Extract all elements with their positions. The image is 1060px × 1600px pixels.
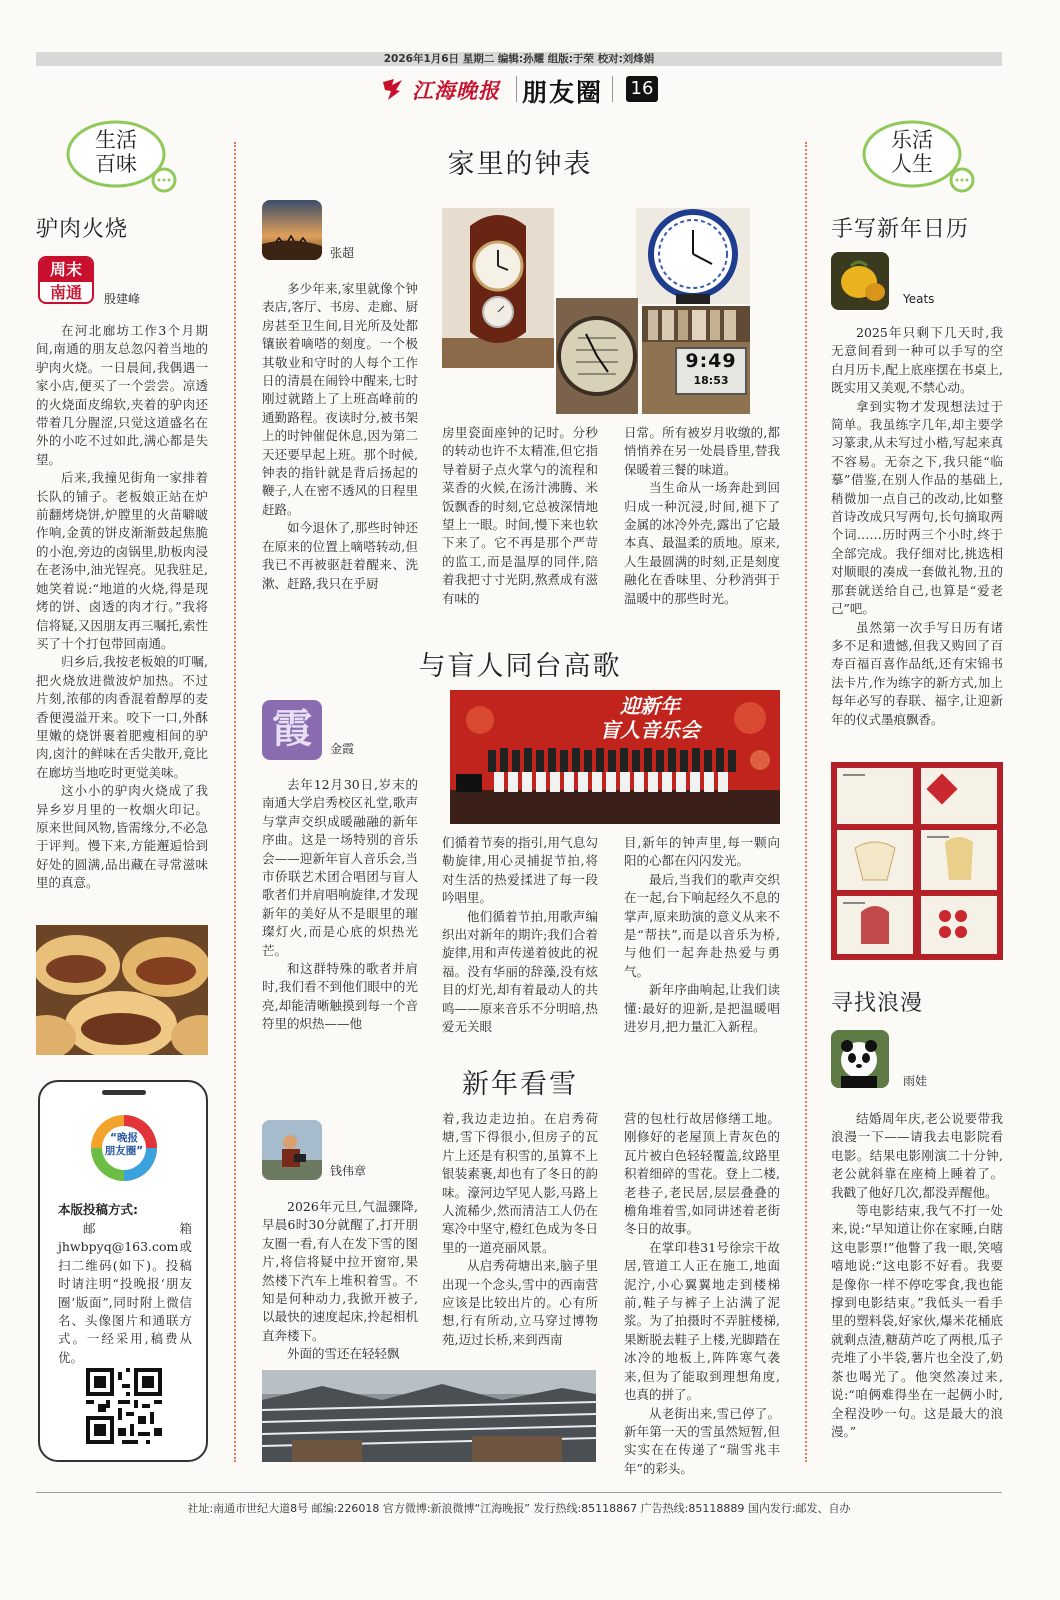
article-body-clock-col3: [624, 424, 780, 608]
paragraph: 日常。所有被岁月收缴的,都悄悄养在另一处晨昏里,替我保暖着三餐的味道。: [624, 425, 780, 477]
article-body-romance: [831, 1110, 1003, 1441]
author-romance: 雨娃: [903, 1074, 928, 1088]
banner-line-2: 盲人音乐会: [600, 718, 700, 742]
paragraph: 在掌印巷31号徐宗干故居,管道工人正在施工,地面泥泞,小心翼翼地走到楼梯前,鞋子与裤子上沾满了泥浆。为了拍摄时不弄脏楼梯,果断脱去鞋子上楼,光脚踏在冰冷的地板上,阵阵寒气袭来,但为了能取到理想角度,也真的拼了。: [624, 1239, 780, 1403]
article-body-music-col3: [624, 834, 780, 1036]
badge-left-line2: 百味: [95, 152, 137, 176]
masthead-divider-2: [612, 76, 613, 102]
phone-speaker: [102, 1090, 146, 1095]
paragraph: 后来,我撞见街角一家排着长队的铺子。老板娘正站在炉前翻烤烧饼,炉膛里的火苗噼啵作响,金黄的饼皮渐渐鼓起焦脆的小泡,旁边的卤锅里,肋板肉浸在老汤中,油光锃亮。见我驻足,她笑着说:“地道的火烧,得是现烤的饼、卤透的肉才行。”我将信将疑,又因朋友再三嘱托,索性买了十个打包带回南通。: [36, 470, 208, 651]
column-divider-right: [805, 142, 807, 1462]
footer-rule: [36, 1492, 1002, 1493]
article-title-clock: 家里的钟表: [447, 149, 593, 180]
banner-line-1: 迎新年: [620, 694, 680, 718]
paragraph: 去年12月30日,岁末的南通大学启秀校区礼堂,歌声与掌声交织成暖融融的新年序曲。这是一场特别的音乐会——迎新年盲人音乐会,当市侨联艺术团合唱团与盲人歌者们并肩唱响旋律,才发现新年的美好从不是眼里的璀璨灯火,而是心底的炽热光芒。: [262, 777, 418, 958]
contribution-heading: 本版投稿方式:: [58, 1202, 138, 1217]
paragraph: 归乡后,我按老板娘的叮嘱,把火烧放进微波炉加热。不过片刻,浓郁的肉香混着醇厚的麦香便漫溢开来。咬下一口,外酥里嫩的烧饼裹着肥瘦相间的驴肉,卤汁的鲜味在舌尖散开,竟比在廊坊当地吃时更觉美味。: [36, 654, 208, 780]
paragraph: 新年序曲响起,让我们读懂:最好的迎新,是把温暖唱进岁月,把力量汇入新程。: [624, 982, 780, 1035]
article-body-clock-col2: [442, 424, 598, 608]
qr-code-icon[interactable]: [86, 1368, 162, 1444]
donkey-burger-photo: [36, 925, 208, 1055]
paragraph: 多少年来,家里就像个钟表店,客厅、书房、走廊、厨房甚至卫生间,目光所及处都镶嵌着嘀嗒的刻度。一个极其敬业和守时的人每个工作日的清晨在闹铃中醒来,七时刚过就踏上了上班高峰前的通勤路程。夜读时分,被书架上的时钟催促休息,因为第二天还要早起上班。那个时候,钟表的指针就是背后扬起的鞭子,人在密不透风的日程里赶路。: [262, 281, 418, 517]
badge-life-flavor: [64, 118, 180, 194]
author-snow: 钱伟章: [330, 1164, 367, 1178]
masthead: [380, 72, 680, 106]
paragraph: 2025年只剩下几天时,我无意间看到一种可以手写的空白月历卡,配上底座摆在书桌上,既实用又美观,不禁心动。: [831, 325, 1003, 396]
photo-calligraphy-clock: [556, 298, 638, 414]
badge-happy-life: [860, 118, 980, 194]
section-name: 朋友圈: [522, 78, 604, 107]
paragraph: 拿到实物才发现想法过于简单。我虽练字几年,却主要学习篆隶,从未写过小楷,写起来真不容易。无奈之下,我只能“临摹”借鉴,在别人作品的基础上,稍微加一点自己的改动,比如整首诗改成只写两句,长句摘取两个词……历时两三个小时,终于全部完成。我仔细对比,挑选相对顺眼的凑成一套做礼物,丑的那套就送给自己,也算是“爱老己”吧。: [831, 398, 1003, 617]
paragraph: 他们循着节拍,用歌声编织出对新年的期许;我们合着旋律,用和声传递着彼此的祝福。没有华丽的辞藻,没有炫目的灯光,却有着最动人的共鸣——原来音乐不分明暗,热爱无关眼: [442, 908, 598, 1035]
avatar-jinxia: 霞: [262, 700, 322, 760]
newspaper-logo-icon: [380, 76, 410, 102]
article-title-calendar: 手写新年日历: [831, 217, 970, 242]
tag-line1: 周末: [40, 258, 92, 282]
avatar-yuwa: [831, 1030, 889, 1088]
article-title-music: 与盲人同台高歌: [418, 651, 622, 682]
article-body-snow-col1: [262, 1198, 418, 1364]
author-lurou: 殷建峰: [104, 292, 141, 306]
logo-text-1: “晚报: [110, 1132, 138, 1144]
tag-line2: 南通: [49, 283, 82, 302]
paragraph: 结婚周年庆,老公说要带我浪漫一下——请我去电影院看电影。结果电影刚演二十分钟,老公就斜靠在座椅上睡着了。我戳了他好几次,都没弄醒他。: [831, 1111, 1003, 1200]
article-body-clock-col1: [262, 280, 418, 593]
author-clock: 张超: [330, 246, 355, 260]
paragraph: 在河北廊坊工作3个月期间,南通的朋友总忽闪着当地的驴肉火烧。一日晨间,我偶遇一家小店,便买了一个尝尝。凉透的火烧面皮绵软,夹着的驴肉还带着几分腥涩,只觉这道盛名在外的小吃不过如此,满心都是失望。: [36, 323, 208, 467]
article-body-snow-col3: [624, 1110, 780, 1478]
paragraph: 营的包杜行故居修缮工地。刚修好的老屋顶上青灰色的瓦片被白色轻轻覆盖,纹路里积着细碎的雪花。登上二楼,老巷子,老民居,层层叠叠的檐角堆着雪,如同讲述着老街冬日的故事。: [624, 1111, 780, 1237]
header-date-line: 2026年1月6日 星期二 编辑:孙耀 组版:于荣 校对:刘烽娟: [383, 53, 655, 65]
weekend-nantong-tag: [38, 256, 94, 304]
paragraph: 外面的雪还在轻轻飘: [287, 1346, 400, 1362]
contribution-text: 邮箱 jhwbpyq@163.com或扫二维码(如下)。投稿时请注明“投晚报‘朋友圈’版面”,同时附上微信名、头像图片和通联方式。一经采用,稿费从优。: [58, 1221, 192, 1365]
paragraph: 最后,当我们的歌声交织在一起,台下响起经久不息的掌声,原来助演的意义从来不是“帮扶”,而是以音乐为桥,与他们一起奔赴热爱与勇气。: [624, 871, 780, 979]
page-number: 16: [626, 76, 658, 102]
article-body-lurou: [36, 322, 208, 893]
paragraph: 等电影结束,我气不打一处来,说:“早知道让你在家睡,白瞎这电影票!”他瞥了我一眼,笑嘻嘻地说:“这电影不好看。我要是像你一样不停吃零食,我也能撑到电影结束。”我低头一看手里的塑料袋,好家伙,爆米花桶底就剩点渣,糖葫芦吃了两根,瓜子壳堆了小半袋,薯片也全没了,奶茶也喝光了。他突然凑过来,说:“咱俩难得坐在一起俩小时,全程没吵一句。这是最大的浪漫。”: [831, 1203, 1003, 1439]
logo-text-2: 朋友圈”: [104, 1145, 144, 1157]
article-title-lurou: 驴肉火烧: [36, 217, 129, 242]
photo-handwritten-calendars: [831, 762, 1003, 960]
digital-clock-second-line: 18:53: [693, 374, 729, 387]
paragraph: 从启秀荷塘出来,脑子里出现一个念头,雪中的西南营应该是比较出片的。心有所想,行有所动,立马穿过博物苑,迈过长桥,来到西南: [442, 1258, 598, 1347]
paragraph: 着,我边走边拍。在启秀荷塘,雪下得很小,但房子的瓦片上还是有积雪的,虽算不上银装素裹,却也有了冬日的韵味。濠河边罕见人影,马路上人流稀少,然而清洁工人仍在寒冷中坚守,橙红色成为冬日里的一道亮丽风景。: [442, 1111, 598, 1255]
contribution-body: [58, 1220, 192, 1367]
avatar-zhangchao: [262, 200, 322, 260]
badge-right-line2: 人生: [891, 152, 933, 176]
photo-concert-stage: [450, 690, 780, 824]
masthead-divider: [516, 76, 517, 102]
avatar-yeats: [831, 252, 889, 310]
paragraph: 当生命从一场奔赴到回归成一种沉浸,时间,褪下了金属的冰冷外壳,露出了它最本真、最温柔的质地。原来,人生最圆满的时刻,正是刻度融化在香味里、分秒消弭于温暖中的那些时光。: [624, 480, 780, 606]
paragraph: 从老街出来,雪已停了。新年第一天的雪虽然短暂,但实实在在传递了“瑞雪兆丰年”的彩头。: [624, 1405, 780, 1476]
article-body-music-col1: [262, 776, 418, 1034]
paragraph: 如今退休了,那些时钟还在原来的位置上嘀嗒转动,但我已不再被驱赶着醒来、洗漱、赶路,我只在乎厨: [262, 520, 418, 591]
digital-clock-time: 9:49: [685, 350, 737, 372]
paragraph: 们循着节奏的指引,用气息勾勒旋律,用心灵捕捉节拍,将对生活的热爱揉进了每一段吟唱里。: [442, 835, 598, 906]
author-music: 金霞: [330, 742, 355, 756]
footer-info: 社址:南通市世纪大道8号 邮编:226018 官方微博:新浪微博“江海晚报” 发行热线:85118867 广告热线:85118889 国内发行:邮发、自办: [187, 1502, 851, 1515]
paragraph: 和这群特殊的歌者并肩时,我们看不到他们眼中的光亮,却能清晰触摸到每一个音符里的炽热——他: [262, 961, 418, 1032]
paragraph: 房里瓷面座钟的记时。分秒的转动也许不太精准,但它指导着厨子点火掌勺的流程和菜香的火候,在汤汁沸腾、米饭飘香的时刻,它总被深情地望上一眼。时间,慢下来也软下来了。它不再是那个严苛的监工,而是温厚的同伴,陪着我把寸寸光阴,熬煮成有滋有味的: [442, 425, 598, 606]
paragraph: 这小小的驴肉火烧成了我异乡岁月里的一枚烟火印记。原来世间风物,皆需缘分,不必急于评判。慢下来,方能邂逅恰到好处的圆满,品出藏在寻常滋味里的真意。: [36, 783, 208, 891]
contribution-box: [38, 1080, 208, 1462]
paragraph: 2026年元旦,气温骤降,早晨6时30分就醒了,打开朋友圈一看,有人在发下雪的图片,将信将疑中拉开窗帘,果然楼下汽车上堆积着雪。不知是何种动力,我掀开被子,以最快的速度起床,拎起相机直奔楼下。: [262, 1199, 418, 1343]
avatar-qianweizhang: [262, 1120, 322, 1180]
header-date-bar: [36, 52, 1002, 66]
paper-name: 江海晚报: [412, 78, 500, 103]
article-title-snow: 新年看雪: [462, 1069, 578, 1100]
photo-snowy-rooftops: [262, 1370, 596, 1462]
article-body-calendar: [831, 324, 1003, 729]
article-body-snow-col2: [442, 1110, 598, 1349]
paragraph: 目,新年的钟声里,每一颗向阳的心都在闪闪发光。: [624, 835, 780, 869]
column-divider-left: [234, 142, 236, 1462]
paragraph: 虽然第一次手写日历有诸多不足和遗憾,但我又购回了百寿百福百喜作品纸,还有宋锦书法卡片,作为练字的新方式,加上每年必写的春联、福字,让迎新年的仪式墨痕飘香。: [831, 619, 1003, 727]
badge-right-line1: 乐活: [891, 128, 933, 152]
article-title-romance: 寻找浪漫: [831, 991, 924, 1016]
photo-blue-porcelain-clock: [636, 208, 750, 304]
photo-digital-clock: [642, 306, 750, 414]
article-body-music-col2: [442, 834, 598, 1036]
photo-mantel-clock: [442, 208, 554, 368]
badge-left-line1: 生活: [95, 128, 137, 152]
author-calendar: Yeats: [903, 292, 935, 306]
